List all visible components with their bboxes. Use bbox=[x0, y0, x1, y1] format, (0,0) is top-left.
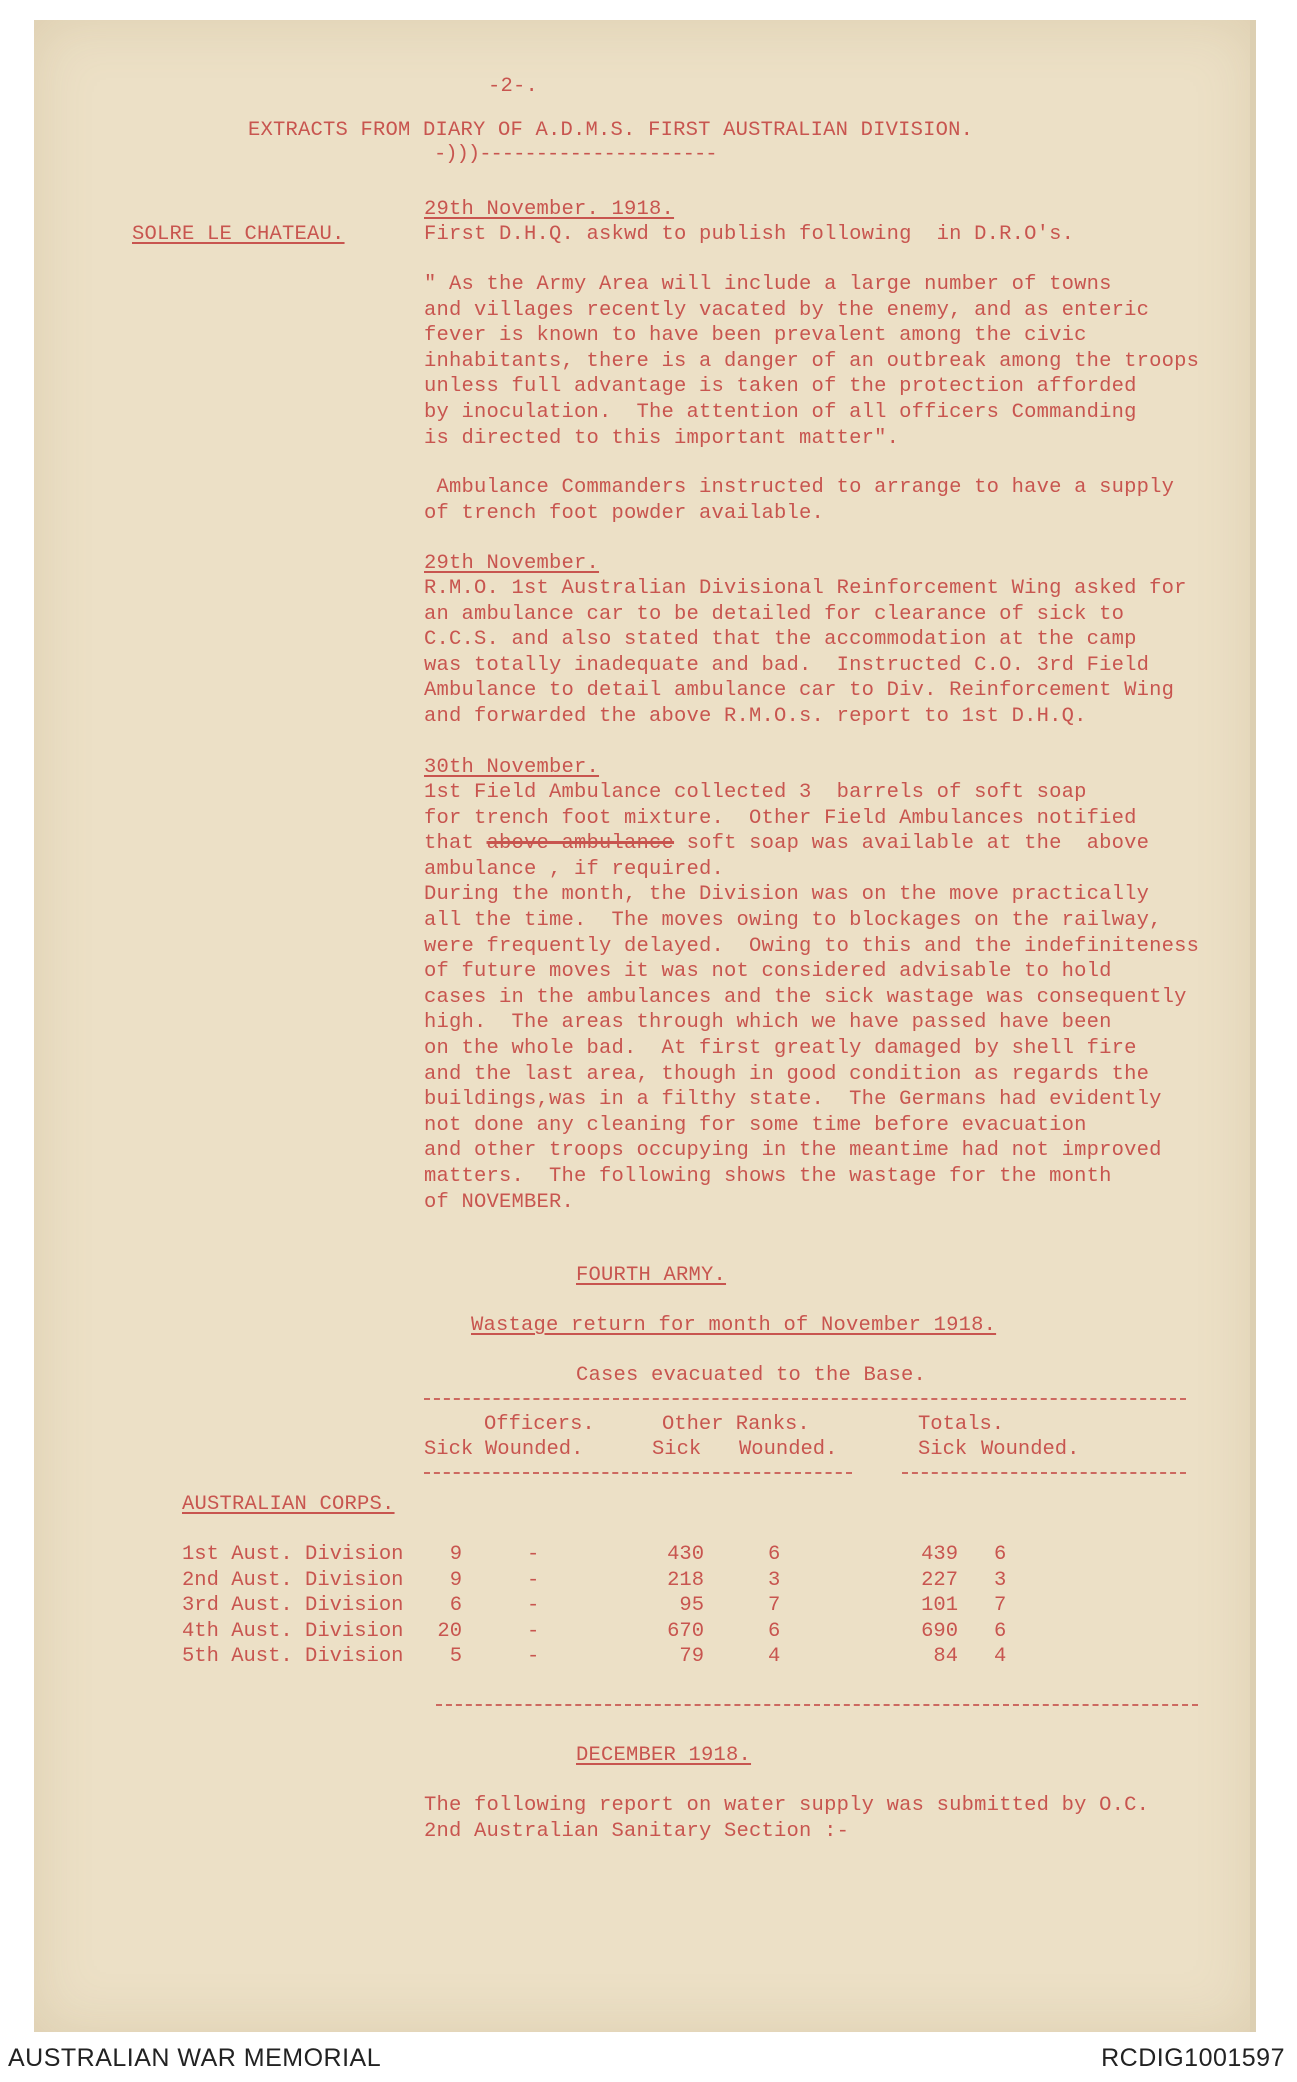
december-line: 2nd Australian Sanitary Section :- bbox=[424, 1819, 850, 1843]
officers-wounded: - bbox=[527, 1645, 540, 1669]
that-word: that bbox=[424, 832, 475, 856]
quote-line: by inoculation. The attention of all officers Commanding bbox=[424, 400, 1137, 424]
entry2-line: an ambulance car to be detailed for clearance of sick to bbox=[424, 602, 1125, 626]
entry3-line: During the month, the Division was on the move practically bbox=[424, 883, 1150, 907]
entry2-date: 29th November. bbox=[424, 552, 600, 575]
totals-sick: 227 bbox=[921, 1568, 958, 1592]
footer-id: RCDIG1001597 bbox=[1101, 2044, 1285, 2072]
totals-sick: 439 bbox=[921, 1543, 958, 1566]
table-title: Wastage return for month of November 1918. bbox=[471, 1314, 997, 1337]
table-bottom-rule bbox=[436, 1704, 1198, 1706]
entry1-note bbox=[424, 475, 1174, 526]
entry3-line: ambulance , if required. bbox=[424, 857, 725, 881]
entry2-line: C.C.S. and also stated that the accommodation at the camp bbox=[424, 628, 1137, 652]
division-name: 1st Aust. Division bbox=[182, 1543, 404, 1566]
other-ranks-sick: 79 bbox=[679, 1645, 704, 1669]
division-name: 5th Aust. Division bbox=[182, 1645, 404, 1669]
quote-line: and villages recently vacated by the enemy, and as enteric bbox=[424, 298, 1150, 322]
entry2-body bbox=[424, 576, 1187, 730]
entry1-date: 29th November. 1918. bbox=[424, 198, 675, 221]
entry3-line: cases in the ambulances and the sick wastage was consequently bbox=[424, 985, 1187, 1009]
entry3-line: of future moves it was not considered advisable to hold bbox=[424, 960, 1112, 984]
officers-wounded: - bbox=[527, 1594, 540, 1618]
totals-wounded: 6 bbox=[994, 1619, 1007, 1643]
subheader-sick: Sick bbox=[652, 1438, 702, 1461]
other-ranks-sick: 95 bbox=[679, 1594, 704, 1618]
division-name: 2nd Aust. Division bbox=[182, 1568, 404, 1592]
december-line: The following report on water supply was submitted by O.C. bbox=[424, 1794, 1150, 1817]
header-other-ranks: Other Ranks. bbox=[662, 1413, 810, 1436]
officers-sick: 5 bbox=[449, 1645, 462, 1669]
totals-wounded: 4 bbox=[994, 1645, 1007, 1669]
table-subtitle: Cases evacuated to the Base. bbox=[576, 1364, 927, 1387]
officers-sick: 9 bbox=[449, 1568, 462, 1592]
table-top-rule bbox=[424, 1398, 1186, 1400]
army-title: FOURTH ARMY. bbox=[576, 1264, 727, 1287]
entry3-line: on the whole bad. At first greatly damaged by shell fire bbox=[424, 1036, 1137, 1060]
corps-label: AUSTRALIAN CORPS. bbox=[182, 1493, 395, 1516]
subheader-wounded: Wounded. bbox=[485, 1438, 584, 1461]
header-rule-totals bbox=[902, 1472, 1186, 1474]
totals-sick: 84 bbox=[933, 1645, 958, 1669]
entry2-line: R.M.O. 1st Australian Divisional Reinforcement Wing asked for bbox=[424, 577, 1187, 600]
struck-text: above ambulance bbox=[486, 832, 675, 856]
entry3-line: and other troops occupying in the meantime had not improved bbox=[424, 1139, 1162, 1163]
page-heading: EXTRACTS FROM DIARY OF A.D.M.S. FIRST AUSTRALIAN DIVISION. bbox=[248, 119, 974, 142]
entry3-line: high. The areas through which we have passed have been bbox=[424, 1011, 1112, 1035]
entry2-line: Ambulance to detail ambulance car to Div. Reinforcement Wing bbox=[424, 679, 1175, 703]
place-name: SOLRE LE CHATEAU. bbox=[132, 223, 345, 246]
entry3-line: buildings,was in a filthy state. The Germans had evidently bbox=[424, 1088, 1162, 1112]
other-ranks-wounded: 3 bbox=[768, 1568, 781, 1592]
entry1-quote bbox=[424, 272, 1199, 451]
totals-sick: 690 bbox=[921, 1619, 958, 1643]
heading-rule: -)))--------------------- bbox=[434, 143, 717, 166]
entry3-line: 1st Field Ambulance collected 3 barrels of soft soap bbox=[424, 781, 1087, 804]
quote-line: inhabitants, there is a danger of an outbreak among the troops bbox=[424, 349, 1200, 373]
header-rule-other-ranks bbox=[652, 1472, 852, 1474]
totals-wounded: 3 bbox=[994, 1568, 1007, 1592]
entry2-line: and forwarded the above R.M.O.s. report to 1st D.H.Q. bbox=[424, 704, 1087, 728]
header-totals: Totals. bbox=[918, 1413, 1005, 1436]
page-number: -2-. bbox=[488, 75, 539, 98]
totals-wounded: 7 bbox=[994, 1594, 1007, 1618]
other-ranks-wounded: 6 bbox=[768, 1619, 781, 1643]
other-ranks-wounded: 6 bbox=[768, 1543, 781, 1566]
entry3-date: 30th November. bbox=[424, 756, 600, 779]
entry3-line: for trench foot mixture. Other Field Ambulances notified bbox=[424, 806, 1137, 830]
officers-sick: 20 bbox=[437, 1619, 462, 1643]
entry3-line: all the time. The moves owing to blockages on the railway, bbox=[424, 908, 1162, 932]
header-rule-officers bbox=[424, 1472, 648, 1474]
note-line: Ambulance Commanders instructed to arrange to have a supply bbox=[424, 476, 1175, 499]
division-name: 3rd Aust. Division bbox=[182, 1594, 404, 1618]
other-ranks-sick: 670 bbox=[667, 1619, 704, 1643]
other-ranks-sick: 218 bbox=[667, 1568, 704, 1592]
entry2-line: was totally inadequate and bad. Instructed C.O. 3rd Field bbox=[424, 653, 1150, 677]
subheader-sick: Sick bbox=[424, 1438, 474, 1461]
footer-credit: AUSTRALIAN WAR MEMORIAL bbox=[8, 2044, 382, 2072]
subheader-sick: Sick bbox=[918, 1438, 968, 1461]
entry1-line: First D.H.Q. askwd to publish following in D.R.O's. bbox=[424, 223, 1075, 246]
december-body bbox=[424, 1793, 1149, 1844]
quote-line: unless full advantage is taken of the protection afforded bbox=[424, 375, 1137, 399]
officers-sick: 6 bbox=[449, 1594, 462, 1618]
entry3-line: matters. The following shows the wastage for the month bbox=[424, 1164, 1112, 1188]
subheader-wounded: Wounded. bbox=[981, 1438, 1080, 1461]
header-officers: Officers. bbox=[484, 1413, 595, 1436]
officers-wounded: - bbox=[527, 1619, 540, 1643]
division-name: 4th Aust. Division bbox=[182, 1619, 404, 1643]
sheet-edge bbox=[1250, 20, 1256, 2032]
officers-wounded: - bbox=[527, 1543, 540, 1566]
quote-line: " As the Army Area will include a large number of towns bbox=[424, 273, 1112, 296]
other-ranks-wounded: 7 bbox=[768, 1594, 781, 1618]
totals-sick: 101 bbox=[921, 1594, 958, 1618]
december-title: DECEMBER 1918. bbox=[576, 1744, 752, 1767]
entry3-body bbox=[424, 780, 1199, 1215]
entry3-line: and the last area, though in good condition as regards the bbox=[424, 1062, 1150, 1086]
note-line: of trench foot powder available. bbox=[424, 501, 825, 525]
subheader-wounded: Wounded. bbox=[739, 1438, 838, 1461]
other-ranks-wounded: 4 bbox=[768, 1645, 781, 1669]
entry3-line: of NOVEMBER. bbox=[424, 1190, 575, 1214]
quote-line: fever is known to have been prevalent among the civic bbox=[424, 324, 1087, 348]
officers-sick: 9 bbox=[449, 1543, 462, 1566]
officers-wounded: - bbox=[527, 1568, 540, 1592]
entry3-line: were frequently delayed. Owing to this and the indefiniteness bbox=[424, 934, 1200, 958]
entry3-line: not done any cleaning for some time before evacuation bbox=[424, 1113, 1087, 1137]
entry3-line-struck bbox=[424, 831, 1199, 857]
line-rest: soft soap was available at the above bbox=[674, 832, 1150, 856]
other-ranks-sick: 430 bbox=[667, 1543, 704, 1566]
totals-wounded: 6 bbox=[994, 1543, 1007, 1566]
quote-line: is directed to this important matter". bbox=[424, 426, 900, 450]
